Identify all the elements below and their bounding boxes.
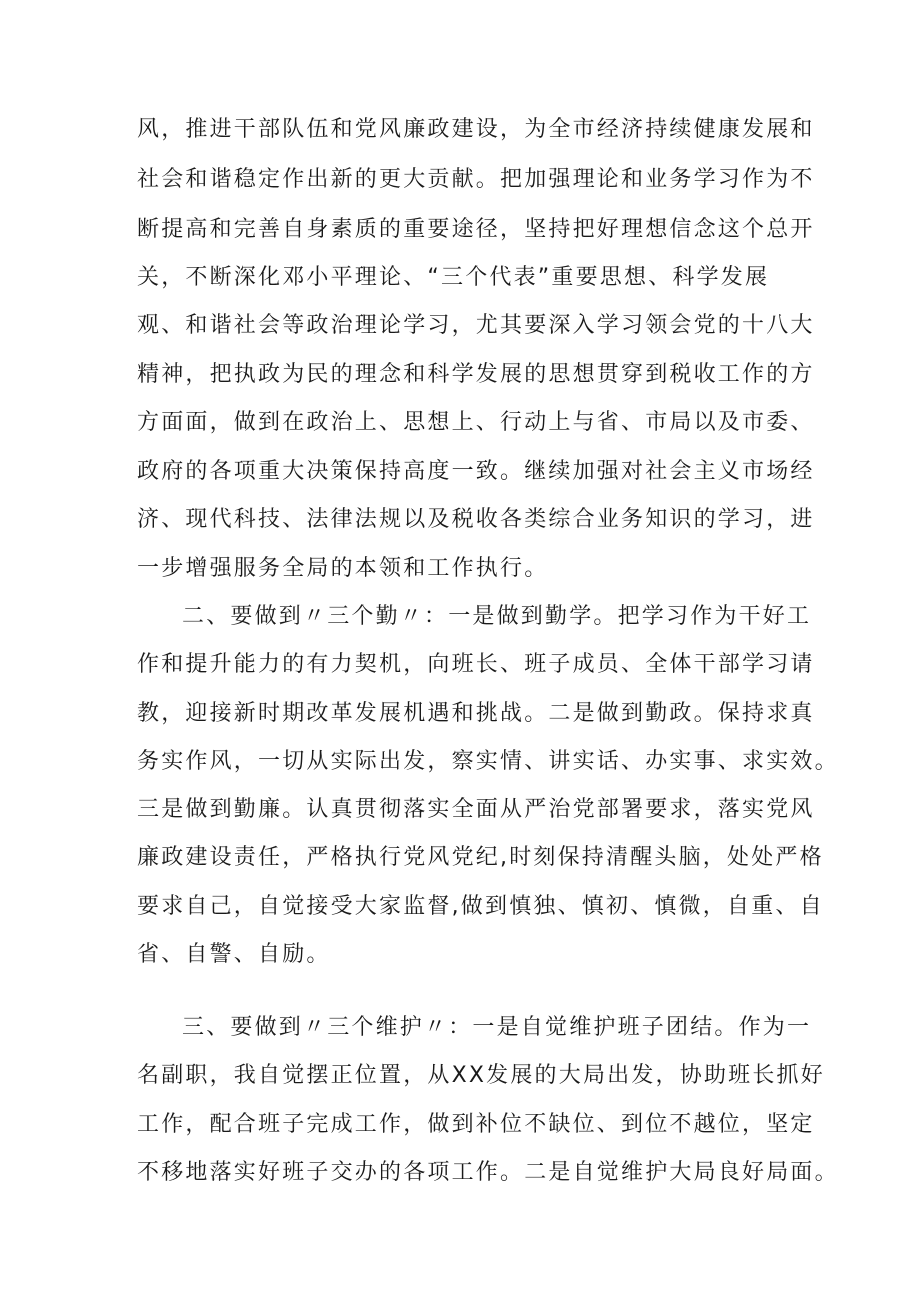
text-line: 教，迎接新时期改革发展机遇和挑战。二是做到勤政。保持求真 [137, 701, 815, 726]
text-line: 作和提升能力的有力契机，向班长、班子成员、全体干部学习请 [137, 652, 815, 677]
paragraph-start-line: 三、要做到〃三个维护〃：一是自觉维护班子团结。作为一 [182, 1015, 812, 1040]
text-line: 三是做到勤廉。认真贯彻落实全面从严治党部署要求，落实党风 [137, 797, 815, 822]
text-line: 廉政建设责任，严格执行党风党纪,时刻保持清醒头脑，处处严格 [137, 845, 824, 870]
text-line: 省、自警、自励。 [137, 942, 331, 967]
text-line: 观、和谐社会等政治理论学习，尤其要深入学习领会党的十八大 [137, 313, 815, 338]
text-line: 一步增强服务全局的本领和工作执行。 [137, 556, 549, 581]
text-line: 不移地落实好班子交办的各项工作。二是自觉维护大局良好局面。 [137, 1160, 839, 1185]
text-line: 风，推进干部队伍和党风廉政建设，为全市经济持续健康发展和 [137, 117, 815, 142]
paragraph-start-line: 二、要做到〃三个勤〃：一是做到勤学。把学习作为干好工 [182, 604, 812, 629]
text-line: 精神，把执政为民的理念和科学发展的思想贯穿到税收工作的方 [137, 362, 815, 387]
text-line: 要求自己，自觉接受大家监督,做到慎独、慎初、慎微，自重、自 [137, 894, 824, 919]
text-line: 工作，配合班子完成工作，做到补位不缺位、到位不越位，坚定 [137, 1112, 815, 1137]
text-line: 关，不断深化邓小平理论、“三个代表”重要思想、科学发展 [137, 265, 770, 290]
text-line: 务实作风，一切从实际出发，察实情、讲实话、办实事、求实效。 [137, 749, 839, 774]
text-line: 政府的各项重大决策保持高度一致。继续加强对社会主义市场经 [137, 459, 815, 484]
text-line: 名副职，我自觉摆正位置，从XX发展的大局出发，协助班长抓好 [137, 1063, 825, 1088]
text-line: 社会和谐稳定作出新的更大贡献。把加强理论和业务学习作为不 [137, 167, 815, 192]
text-line: 断提高和完善自身素质的重要途径，坚持把好理想信念这个总开 [137, 217, 815, 242]
text-line: 方面面，做到在政治上、思想上、行动上与省、市局以及市委、 [137, 410, 815, 435]
text-line: 济、现代科技、法律法规以及税收各类综合业务知识的学习，进 [137, 507, 815, 532]
